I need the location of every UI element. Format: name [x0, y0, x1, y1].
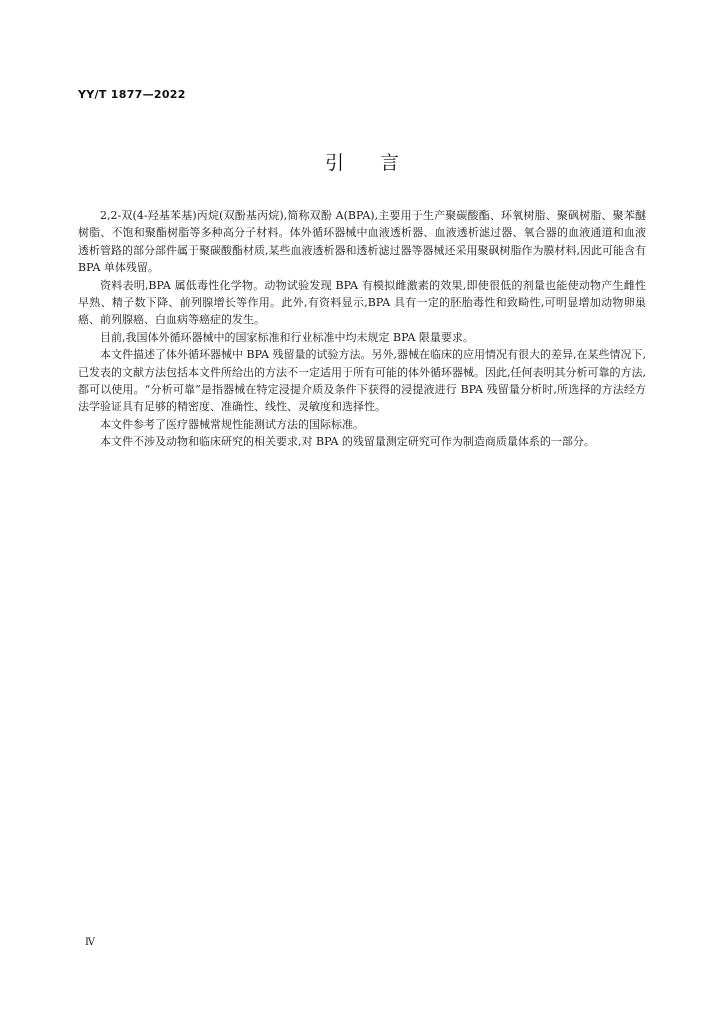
introduction-body — [78, 207, 646, 451]
paragraph: 资料表明,BPA 属低毒性化学物。动物试验发现 BPA 有模拟雌激素的效果,即使很低的剂量也能使动物产生雌性早熟、精子数下降、前列腺增长等作用。此外,有资料显示,BPA 具有一定的胚胎毒性和致畸性,可明显增加动物卵巢癌、前列腺癌、白血病等癌症的发生。 — [78, 278, 646, 327]
paragraph: 本文件参考了医疗器械常规性能测试方法的国际标准。 — [100, 417, 364, 431]
paragraph: 目前,我国体外循环器械中的国家标准和行业标准中均未规定 BPA 限量要求。 — [100, 330, 474, 344]
page-number: Ⅳ — [85, 937, 95, 948]
page-title: 引言 — [324, 152, 435, 174]
paragraph: 2,2-双(4-羟基苯基)丙烷(双酚基丙烷),简称双酚 A(BPA),主要用于生产聚碳酸酯、环氧树脂、聚砜树脂、聚苯醚树脂、不饱和聚酯树脂等多种高分子材料。体外循环器械中血液透析器、血液透析滤过器、氧合器的血液通道和血液透析管路的部分部件属于聚碳酸酯材质,某些血液透析器和透析滤过器等器械还采用聚砜树脂作为膜材料,因此可能含有 BPA 单体残留。 — [78, 209, 646, 275]
standard-code: YY/T 1877—2022 — [78, 88, 186, 101]
paragraph: 本文件不涉及动物和临床研究的相关要求,对 BPA 的残留量测定研究可作为制造商质量体系的一部分。 — [100, 435, 595, 449]
paragraph: 本文件描述了体外循环器械中 BPA 残留量的试验方法。另外,器械在临床的应用情况有很大的差异,在某些情况下,已发表的文献方法包括本文件所给出的方法不一定适用于所有可能的体外循环器械。因此,任何表明其分析可靠的方法,都可以使用。“分析可靠”是指器械在特定浸提介质及条件下获得的浸提液进行 BPA 残留量分析时,所选择的方法经方法学验证具有足够的精密度、准确性、线性、灵敏度和选择性。 — [78, 348, 646, 414]
